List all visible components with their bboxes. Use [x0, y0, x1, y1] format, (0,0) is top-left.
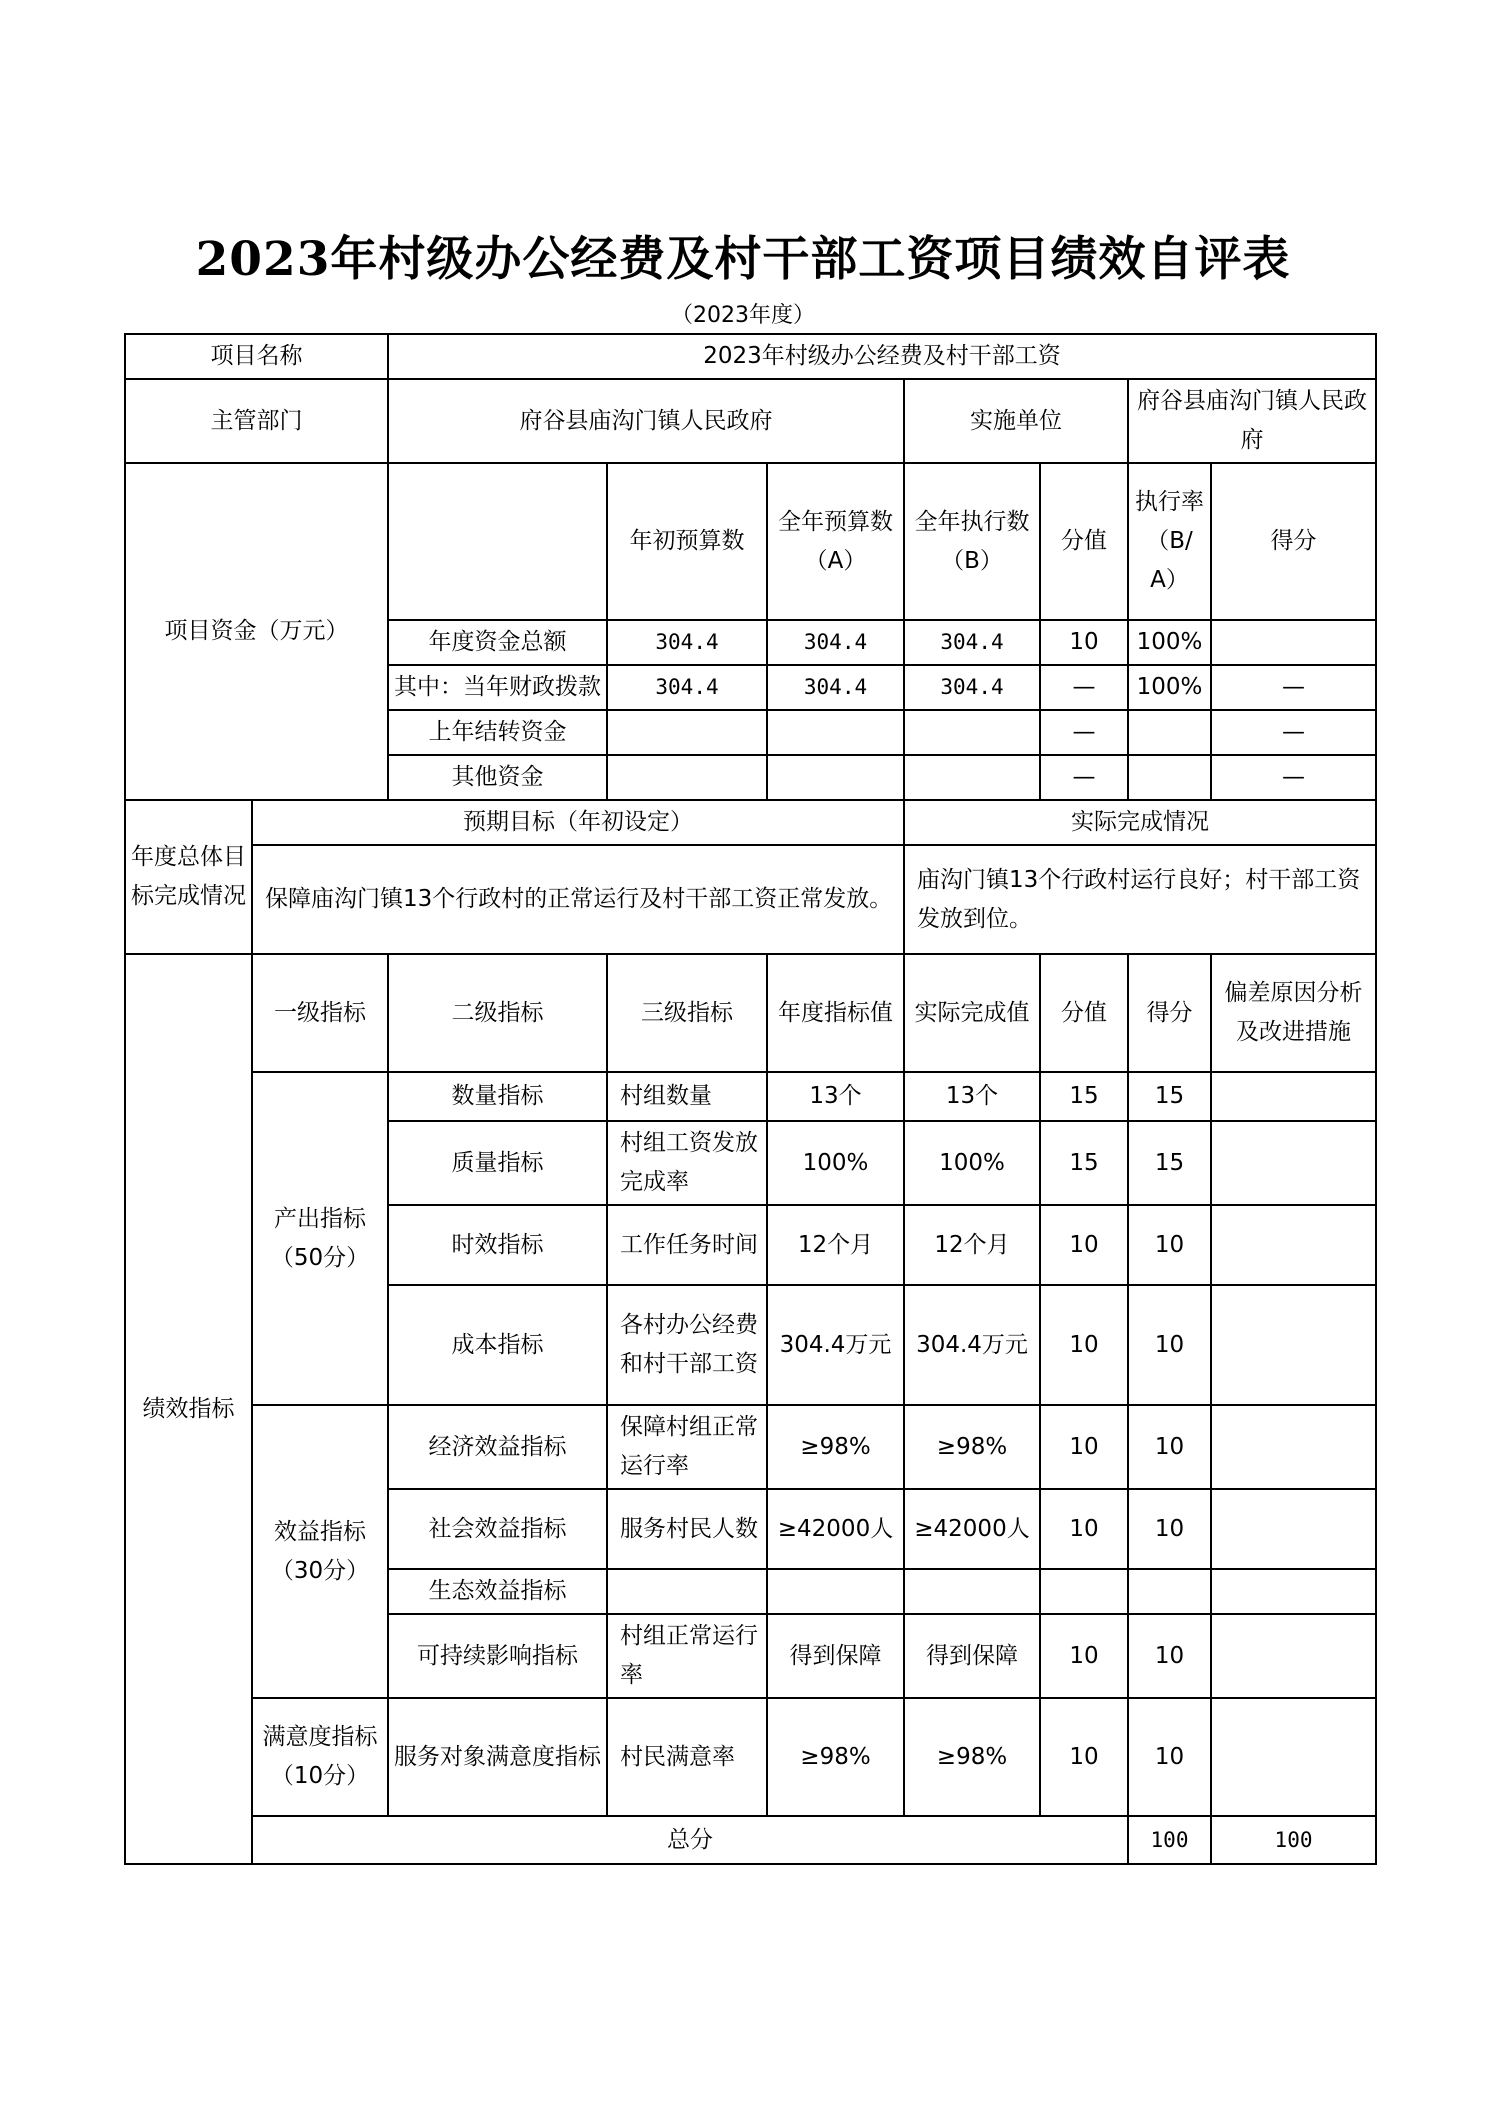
performance-label: 绩效指标 — [125, 954, 252, 1864]
perf-row-value: 10 — [1040, 1614, 1128, 1698]
perf-row-value: 15 — [1040, 1072, 1128, 1121]
perf-header-value: 分值 — [1040, 954, 1128, 1072]
perf-row-l3: 村组工资发放完成率 — [607, 1121, 767, 1205]
perf-row-actual: ≥42000人 — [904, 1489, 1040, 1569]
total-value: 100 — [1128, 1816, 1211, 1864]
perf-row-actual: 304.4万元 — [904, 1285, 1040, 1405]
total-label: 总分 — [252, 1816, 1128, 1864]
perf-header-l2: 二级指标 — [388, 954, 607, 1072]
perf-row-value: 10 — [1040, 1405, 1128, 1489]
perf-row-actual: ≥98% — [904, 1405, 1040, 1489]
perf-row-actual: 12个月 — [904, 1205, 1040, 1285]
perf-header-target: 年度指标值 — [767, 954, 904, 1072]
perf-row-l2: 数量指标 — [388, 1072, 607, 1121]
perf-row-note — [1211, 1698, 1376, 1816]
perf-row-l2: 社会效益指标 — [388, 1489, 607, 1569]
perf-row-actual: 100% — [904, 1121, 1040, 1205]
funds-row-score: — — [1211, 710, 1376, 755]
perf-row-actual: 得到保障 — [904, 1614, 1040, 1698]
perf-row-note — [1211, 1121, 1376, 1205]
perf-row-note — [1211, 1285, 1376, 1405]
perf-row-actual: 13个 — [904, 1072, 1040, 1121]
perf-row-score: 10 — [1128, 1489, 1211, 1569]
perf-row-score: 10 — [1128, 1405, 1211, 1489]
goals-label: 年度总体目标完成情况 — [125, 800, 252, 954]
funds-row-exec: 304.4 — [904, 665, 1040, 710]
funds-row-name: 年度资金总额 — [388, 620, 607, 665]
perf-row-l2: 时效指标 — [388, 1205, 607, 1285]
dept-label: 主管部门 — [125, 379, 388, 463]
funds-header-blank — [388, 463, 607, 620]
perf-row-l3: 村组数量 — [607, 1072, 767, 1121]
perf-row-l2: 成本指标 — [388, 1285, 607, 1405]
perf-row-l2: 服务对象满意度指标 — [388, 1698, 607, 1816]
perf-row-score: 15 — [1128, 1072, 1211, 1121]
goals-actual-header: 实际完成情况 — [904, 800, 1376, 845]
perf-header-note: 偏差原因分析及改进措施 — [1211, 954, 1376, 1072]
perf-row-l2: 质量指标 — [388, 1121, 607, 1205]
perf-row-target: 304.4万元 — [767, 1285, 904, 1405]
funds-header-init: 年初预算数 — [607, 463, 767, 620]
perf-row-l2: 生态效益指标 — [388, 1569, 607, 1614]
perf-row-score: 10 — [1128, 1285, 1211, 1405]
perf-header-score: 得分 — [1128, 954, 1211, 1072]
funds-row-value: 10 — [1040, 620, 1128, 665]
perf-row-value: 10 — [1040, 1698, 1128, 1816]
perf-row-l2: 可持续影响指标 — [388, 1614, 607, 1698]
perf-row-l3: 工作任务时间 — [607, 1205, 767, 1285]
perf-header-actual: 实际完成值 — [904, 954, 1040, 1072]
funds-row-exec — [904, 755, 1040, 800]
total-score: 100 — [1211, 1816, 1376, 1864]
funds-row-init — [607, 710, 767, 755]
performance-table — [124, 333, 1377, 1865]
perf-row-target: 100% — [767, 1121, 904, 1205]
funds-header-value: 分值 — [1040, 463, 1128, 620]
page-subtitle: （2023年度） — [671, 303, 815, 328]
perf-header-l3: 三级指标 — [607, 954, 767, 1072]
funds-row-name: 其他资金 — [388, 755, 607, 800]
impl-value: 府谷县庙沟门镇人民政府 — [1128, 379, 1376, 463]
perf-row-l3: 村组正常运行率 — [607, 1614, 767, 1698]
perf-row-l3: 各村办公经费和村干部工资 — [607, 1285, 767, 1405]
funds-row-exec — [904, 710, 1040, 755]
goals-expected-header: 预期目标（年初设定） — [252, 800, 904, 845]
perf-row-note — [1211, 1205, 1376, 1285]
perf-row-l3 — [607, 1569, 767, 1614]
perf-row-target: ≥98% — [767, 1405, 904, 1489]
perf-row-value: 10 — [1040, 1205, 1128, 1285]
impl-label: 实施单位 — [904, 379, 1128, 463]
funds-header-score: 得分 — [1211, 463, 1376, 620]
funds-row-score: — — [1211, 755, 1376, 800]
funds-row-name: 其中：当年财政拨款 — [388, 665, 607, 710]
perf-row-note — [1211, 1405, 1376, 1489]
perf-row-score: 10 — [1128, 1614, 1211, 1698]
satisfaction-indicator-label: 满意度指标（10分） — [252, 1698, 388, 1816]
funds-row-name: 上年结转资金 — [388, 710, 607, 755]
perf-row-l3: 保障村组正常运行率 — [607, 1405, 767, 1489]
funds-row-rate: 100% — [1128, 665, 1211, 710]
perf-row-target: ≥98% — [767, 1698, 904, 1816]
page-title: 2023年村级办公经费及村干部工资项目绩效自评表 — [195, 232, 1291, 287]
funds-row-score — [1211, 620, 1376, 665]
perf-row-score: 15 — [1128, 1121, 1211, 1205]
perf-row-target — [767, 1569, 904, 1614]
perf-row-score: 10 — [1128, 1698, 1211, 1816]
perf-row-value: 10 — [1040, 1285, 1128, 1405]
perf-row-target: ≥42000人 — [767, 1489, 904, 1569]
perf-header-l1: 一级指标 — [252, 954, 388, 1072]
funds-row-value: — — [1040, 710, 1128, 755]
dept-value: 府谷县庙沟门镇人民政府 — [388, 379, 904, 463]
benefit-indicator-label: 效益指标（30分） — [252, 1405, 388, 1698]
funds-row-init — [607, 755, 767, 800]
funds-row-init: 304.4 — [607, 620, 767, 665]
perf-row-actual — [904, 1569, 1040, 1614]
funds-header-rate: 执行率（B/A） — [1128, 463, 1211, 620]
funds-header-exec: 全年执行数（B） — [904, 463, 1040, 620]
funds-label: 项目资金（万元） — [125, 463, 388, 800]
funds-row-budget: 304.4 — [767, 665, 904, 710]
perf-row-note — [1211, 1489, 1376, 1569]
funds-row-budget — [767, 710, 904, 755]
perf-row-note — [1211, 1072, 1376, 1121]
funds-row-score: — — [1211, 665, 1376, 710]
funds-row-value: — — [1040, 665, 1128, 710]
perf-row-target: 得到保障 — [767, 1614, 904, 1698]
perf-row-score: 10 — [1128, 1205, 1211, 1285]
perf-row-note — [1211, 1569, 1376, 1614]
goals-actual-text: 庙沟门镇13个行政村运行良好；村干部工资发放到位。 — [904, 845, 1376, 954]
perf-row-l3: 服务村民人数 — [607, 1489, 767, 1569]
perf-row-target: 12个月 — [767, 1205, 904, 1285]
perf-row-l2: 经济效益指标 — [388, 1405, 607, 1489]
goals-expected-text: 保障庙沟门镇13个行政村的正常运行及村干部工资正常发放。 — [252, 845, 904, 954]
funds-row-rate — [1128, 710, 1211, 755]
funds-row-rate — [1128, 755, 1211, 800]
funds-row-budget — [767, 755, 904, 800]
funds-row-value: — — [1040, 755, 1128, 800]
perf-row-value: 10 — [1040, 1489, 1128, 1569]
output-indicator-label: 产出指标（50分） — [252, 1072, 388, 1405]
funds-row-exec: 304.4 — [904, 620, 1040, 665]
funds-row-rate: 100% — [1128, 620, 1211, 665]
perf-row-value — [1040, 1569, 1128, 1614]
funds-row-init: 304.4 — [607, 665, 767, 710]
funds-row-budget: 304.4 — [767, 620, 904, 665]
perf-row-l3: 村民满意率 — [607, 1698, 767, 1816]
perf-row-note — [1211, 1614, 1376, 1698]
perf-row-actual: ≥98% — [904, 1698, 1040, 1816]
perf-row-value: 15 — [1040, 1121, 1128, 1205]
funds-header-budget: 全年预算数（A） — [767, 463, 904, 620]
perf-row-score — [1128, 1569, 1211, 1614]
perf-row-target: 13个 — [767, 1072, 904, 1121]
project-name-label: 项目名称 — [125, 334, 388, 379]
project-name-value: 2023年村级办公经费及村干部工资 — [388, 334, 1376, 379]
